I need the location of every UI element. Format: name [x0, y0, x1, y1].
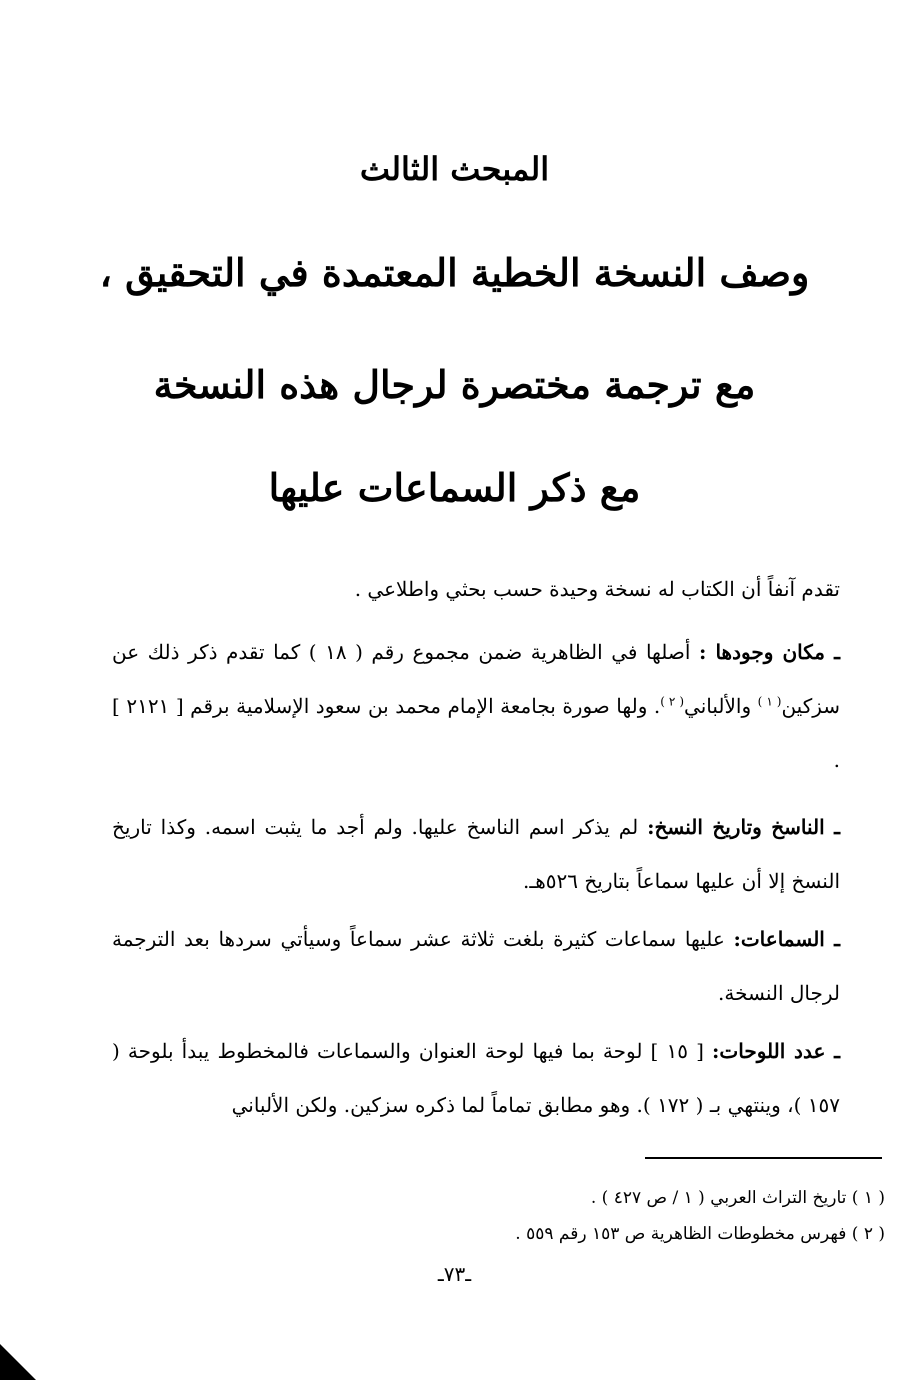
- location-text-c: . ولها صورة بجامعة الإمام محمد بن سعود الإسلامية برقم [ ٢١٢١ ] .: [112, 694, 840, 772]
- title-line-1: وصف النسخة الخطية المعتمدة في التحقيق ،: [99, 250, 810, 295]
- section-heading: المبحث الثالث: [359, 150, 550, 188]
- folios-paragraph: [112, 1024, 840, 1132]
- footnote-1: ( ١ ) تاريخ التراث العربي ( ١ / ص ٤٢٧ ) .: [590, 1188, 885, 1208]
- page-number: ـ٧٣ـ: [437, 1262, 472, 1286]
- folios-text: [ ١٥ ] لوحة بما فيها لوحة العنوان والسماعات فالمخطوط يبدأ بلوحة ( ١٥٧ )، وينتهي بـ ( ١٧٢ ). وهو مطابق تماماً لما ذكره سزكين. ولكن الألباني: [112, 1039, 840, 1117]
- hearings-text: عليها سماعات كثيرة بلغت ثلاثة عشر سماعاً وسيأتي سردها بعد الترجمة لرجال النسخة.: [112, 927, 840, 1005]
- location-text-b: والألباني: [684, 694, 758, 718]
- footnotes: [150, 1180, 885, 1252]
- intro-paragraph: تقدم آنفاً أن الكتاب له نسخة وحيدة حسب بحثي واطلاعي .: [354, 577, 840, 601]
- footnote-2: ( ٢ ) فهرس مخطوطات الظاهرية ص ١٥٣ رقم ٥٥٩ .: [515, 1224, 885, 1244]
- copyist-lead: ـ الناسخ وتاريخ النسخ:: [647, 815, 840, 839]
- copyist-paragraph: [112, 800, 840, 908]
- location-lead: ـ مكان وجودها :: [698, 640, 840, 664]
- hearings-lead: ـ السماعات:: [733, 927, 840, 951]
- copyist-text: لم يذكر اسم الناسخ عليها. ولم أجد ما يثبت اسمه. وكذا تاريخ النسخ إلا أن عليها سماعاً بتاريخ ٥٢٦هـ.: [112, 815, 840, 893]
- hearings-paragraph: [112, 912, 840, 1020]
- location-text-a: أصلها في الظاهرية ضمن مجموع رقم ( ١٨ ) كما تقدم ذكر ذلك عن سزكين: [112, 640, 841, 718]
- location-paragraph: [112, 625, 840, 787]
- title-line-3: مع ذكر السماعات عليها: [268, 465, 641, 510]
- footnote-ref-1[interactable]: ( ١ ): [757, 694, 782, 709]
- footnote-ref-2[interactable]: ( ٢ ): [660, 694, 685, 709]
- footnote-separator: [645, 1157, 882, 1159]
- scan-corner-mark: [0, 1344, 36, 1380]
- title-line-2: مع ترجمة مختصرة لرجال هذه النسخة: [153, 362, 756, 407]
- folios-lead: ـ عدد اللوحات:: [712, 1039, 840, 1063]
